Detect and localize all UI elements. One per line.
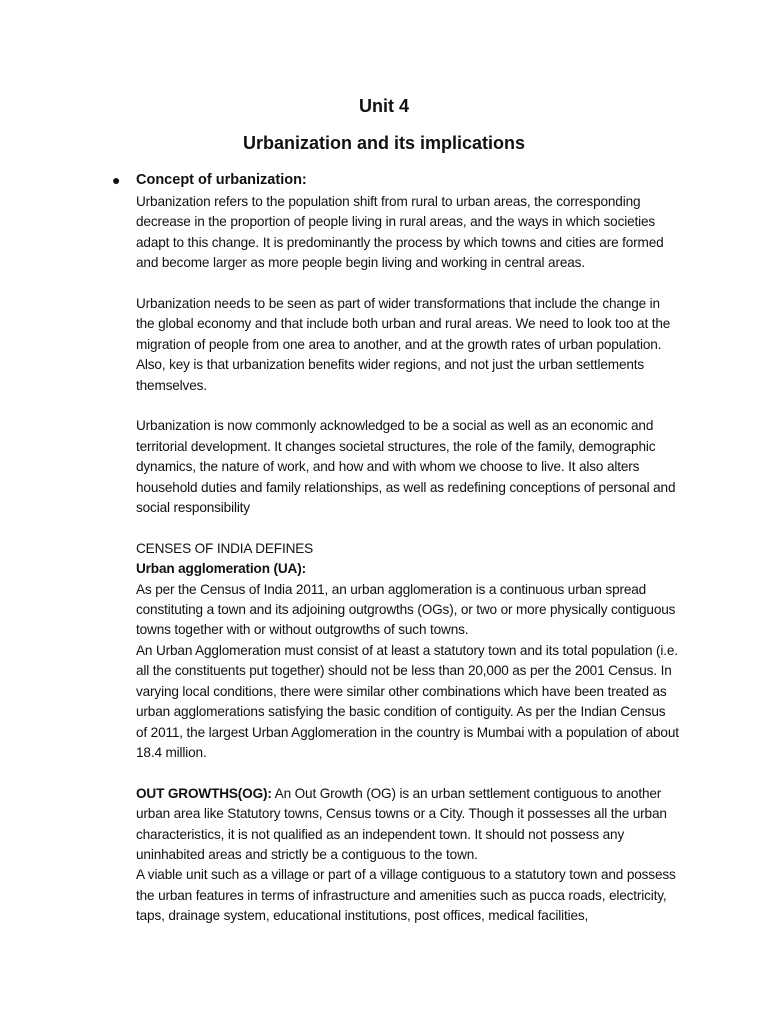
paragraph-ua-definition: As per the Census of India 2011, an urban agglomeration is a continuous urban spread constituting a town and its adjoining outgrowths (OGs), or two or more physically contiguous towns together with or without outgrowths of such towns. — [136, 581, 676, 638]
og-label: OUT GROWTHS(OG): — [136, 785, 272, 801]
paragraph-social-development: Urbanization is now commonly acknowledged to be a social as well as an economic and territorial development. It changes societal structures, the role of the family, demographic dynamics, the nature of work, and how and with whom we choose to live. It also alters household duties and family relationships, as well as redefining conceptions of personal and social responsibility — [136, 418, 676, 516]
paragraph-wider-transformations: Urbanization needs to be seen as part of wider transformations that include the change in the global economy and that include both urban and rural areas. We need to look too at the migration of people from one area to another, and at the growth rates of urban population. Also, key is that urbanization benefits wider regions, and not just the urban settlements themselves. — [136, 296, 671, 393]
ua-heading: Urban agglomeration (UA): — [136, 561, 306, 577]
paragraph-og-viable-unit: A viable unit such as a village or part of a village contiguous to a statutory town and possess the urban features in terms of infrastructure and amenities such as pucca roads, electricity, taps, drainage system, educational institutions, post offices, medical facilities, — [136, 867, 676, 924]
bullet-icon: ● — [112, 172, 121, 188]
paragraph-urbanization-definition: Urbanization refers to the population shift from rural to urban areas, the corresponding decrease in the proportion of people living in rural areas, and the ways in which societies adapt to this change. It is predominantly the process by which towns and cities are formed and become larger as more people begin living and working in central areas. — [136, 194, 664, 271]
unit-title: Unit 4 — [358, 96, 409, 116]
paragraph-ua-requirements: An Urban Agglomeration must consist of at least a statutory town and its total population (i.e. all the constituents put together) should not be less than 20,000 as per the 2001 Census. In varying local conditions, there were similar other combinations which have been treated as urban agglomerations satisfying the basic condition of contiguity. As per the Indian Census of 2011, the largest Urban Agglomeration in the country is Mumbai with a population of about 18.4 million. — [136, 642, 679, 760]
paragraph-og-definition — [136, 784, 680, 866]
og-text: An Out Growth (OG) is an urban settlement contiguous to another urban area like Statutory towns, Census towns or a City. Though it possesses all the urban characteristics, it is not qualified as an independent town. It should not possess any uninhabited areas and strictly be a contiguous to the town. — [136, 785, 667, 862]
paragraph-spacer — [136, 518, 680, 538]
paragraph-spacer — [136, 274, 680, 294]
document-title: Urbanization and its implications — [242, 133, 526, 153]
bullet-heading: Concept of urbanization: — [136, 172, 307, 188]
document-body — [136, 192, 680, 927]
paragraph-spacer — [136, 396, 680, 416]
paragraph-spacer — [136, 763, 680, 783]
census-heading: CENSES OF INDIA DEFINES — [136, 540, 314, 556]
